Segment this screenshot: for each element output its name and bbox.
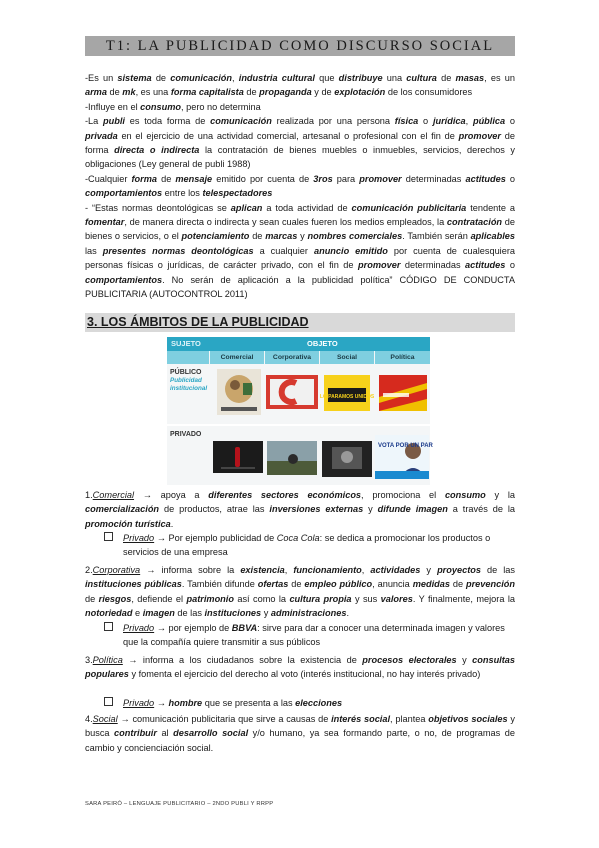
square-bullet-icon: [104, 697, 113, 706]
politica-publico-ad-image: [379, 375, 427, 411]
sub-item-comercial-privado: Privado → Por ejemplo publicidad de Coca Cola: se dedica a promocionar los productos o servicios de una empresa: [104, 531, 515, 560]
table-row-divider: [167, 424, 430, 426]
square-bullet-icon: [104, 622, 113, 631]
table-col-social: Social: [320, 351, 374, 364]
arrow-icon: →: [156, 698, 166, 708]
table-row-publico-sub: Publicidad institucional: [170, 377, 208, 392]
arrow-icon: →: [142, 490, 152, 500]
list-item-comercial: 1.Comercial → apoya a diferentes sectores económicos, promociona el consumo y la comercialización de productos, atrae las inversiones externas y difunde imagen a través de la promoción turística.: [85, 490, 515, 529]
definition-1: -Es un sistema de comunicación, industria cultural que distribuye una cultura de masas, es un arma de mk, es una forma capitalista de propaganda y de explotación de los consumidores: [85, 73, 515, 98]
table-header-row: [167, 337, 430, 351]
sub-item-corporativa-privado: Privado → por ejemplo de BBVA: sirve para dar a conocer una determinada imagen y valores que la compañía quiere transmitir a sus públicos: [104, 621, 515, 650]
arrow-icon: →: [156, 533, 166, 543]
sub-item-politica-privado: Privado → hombre que se presenta a las elecciones: [104, 696, 515, 710]
definition-2: -Influye en el consumo, pero no determina: [85, 101, 261, 112]
list-item-social: 4.Social → comunicación publicitaria que sirve a causas de interés social, plantea objetivos sociales y busca contribuir al desarrollo social y/o humano, ya sea formando parte, o no, de programas de cambio y concienciación social.: [85, 714, 516, 753]
definition-3: -La publi es toda forma de comunicación realizada por una persona física o jurídica, pública o privada en el ejercicio de una actividad comercial, artesanal o profesional con el fin de promover de forma directa o indirecta la contratación de bienes muebles o inmuebles, servicios, derechos y obligaciones (Ley general de publi 1988): [85, 116, 516, 170]
arrow-icon: →: [128, 655, 138, 665]
social-publico-ad-image: [319, 375, 375, 411]
table-objeto-label: OBJETO: [307, 339, 338, 348]
arrow-icon: →: [146, 565, 156, 575]
vota-ad-text: VOTA POR UN PAR: [378, 443, 433, 449]
definition-4: -Cualquier forma de mensaje emitido por cuenta de 3ros para promover determinadas actitudes o comportamientos entre los telespectadores: [85, 173, 516, 199]
square-bullet-icon: [104, 532, 113, 541]
document-title: T1: LA PUBLICIDAD COMO DISCURSO SOCIAL: [105, 37, 495, 54]
social-ad-text: LO PARAMOS UNIDOS: [319, 394, 375, 400]
table-blank-subheader: [167, 351, 209, 364]
arrow-icon: →: [156, 623, 166, 633]
table-col-comercial: Comercial: [210, 351, 264, 364]
table-row-privado: PRIVADO: [170, 431, 202, 438]
table-col-politica: Política: [375, 351, 430, 364]
corporativa-privado-ad-image: [267, 441, 317, 475]
arrow-icon: →: [120, 714, 130, 724]
definition-5-quote: - “Estas normas deontológicas se aplican a toda actividad de comunicación publicitaria tendente a fomentar, de manera directa o indirecta y sean cuales fueren los medios empleados, la contratación de bienes o servicios, o el potenciamiento de marcas y nombres comerciales. También serán aplicables las presentes normas deontológicas a cualquier anuncio emitido por cuenta de cualesquiera personas físicas o jurídicas, de carácter privado, con el fin de promover determinadas actitudes o comportamientos. No serán de aplicación a la publicidad política” CÓDIGO DE CONDUCTA PUBLICITARIA (AUTOCONTROL 2011): [85, 202, 515, 300]
intro-definitions: [85, 71, 515, 302]
table-sujeto-label: SUJETO: [171, 339, 201, 348]
document-title-bar: [85, 36, 515, 56]
list-item-politica: 3.Política → informa a los ciudadanos sobre la existencia de procesos electorales y consultas populares y fomenta el ejercicio del derecho al voto (interés institucional, no hay interés privado): [85, 655, 516, 680]
list-item-corporativa: 2.Corporativa → informa sobre la existencia, funcionamiento, actividades y proyectos de las instituciones públicas. También difunde ofertas de empleo público, anuncia medidas de prevención de riesgos, defiende el patrimonio así como la cultura propia y sus valores. Y finalmente, mejora la notoriedad e imagen de las instituciones y administraciones.: [85, 565, 516, 619]
table-col-corporativa: Corporativa: [265, 351, 319, 364]
ambitos-table-image: [167, 337, 433, 485]
page-footer: SARA PEIRÓ – LENGUAJE PUBLICITARIO – 2NDO PUBLI Y RRPP: [85, 801, 274, 807]
comercial-publico-ad-image: [217, 369, 261, 415]
social-privado-ad-image: [322, 441, 372, 477]
politica-privado-ad-image: [375, 435, 433, 479]
comercial-privado-ad-image: [213, 441, 263, 473]
table-row-publico: PÚBLICO Publicidad institucional: [170, 369, 210, 393]
corporativa-publico-ad-image: [266, 375, 318, 409]
section-heading: 3. LOS ÁMBITOS DE LA PUBLICIDAD: [85, 313, 515, 332]
